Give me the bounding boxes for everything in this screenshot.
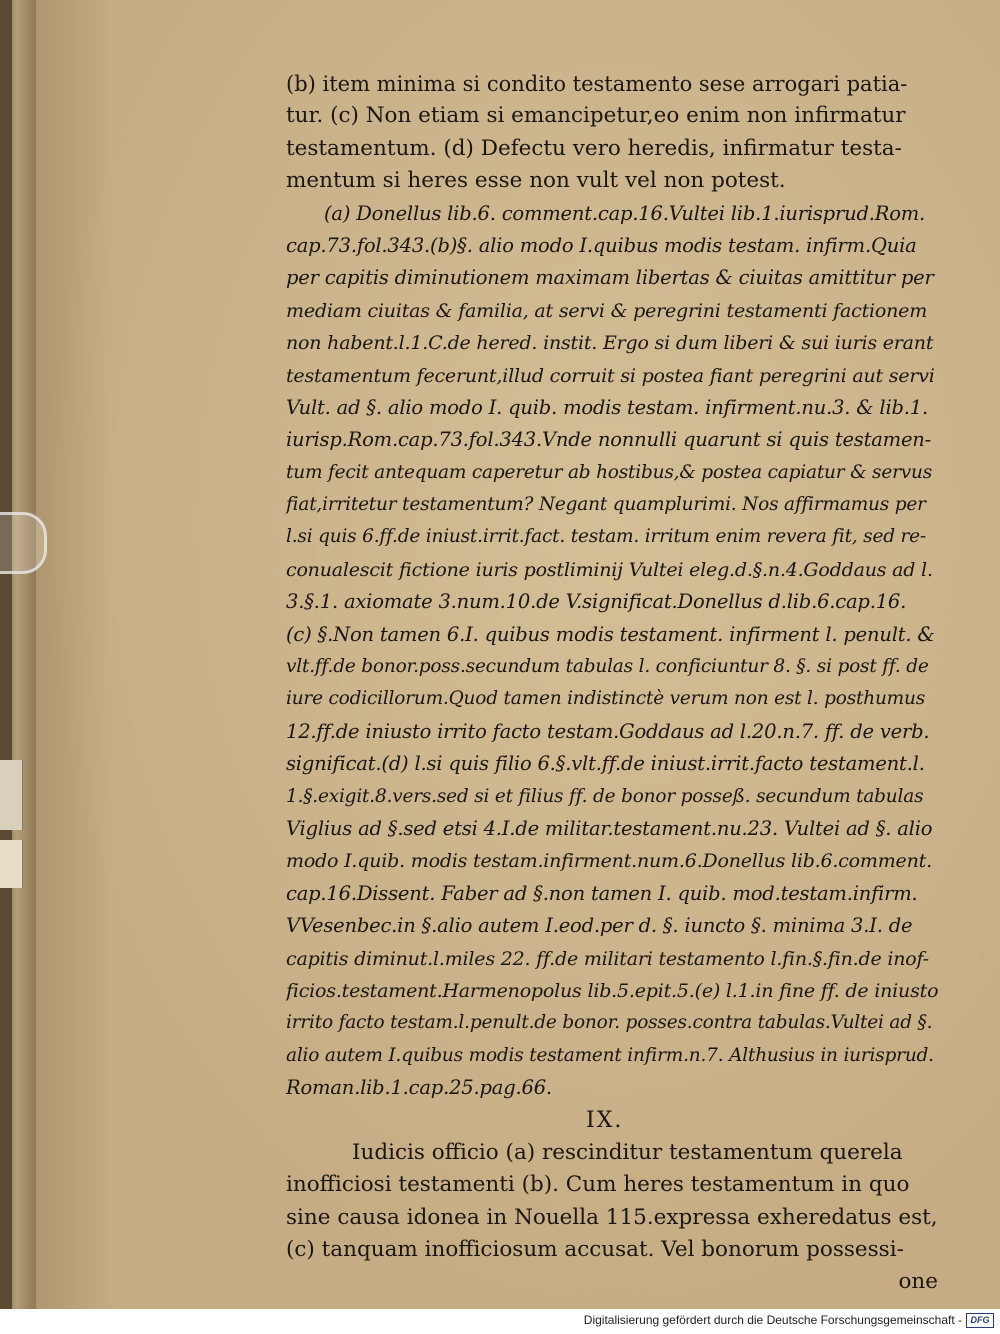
text-line: (b) item minima si condito testamento sese arrogari patia- (286, 72, 908, 96)
footer-bar (0, 1309, 1000, 1334)
note-line: 1.§.exigit.8.vers.sed si et filius ff. de bonor posseß. secundum tabulas (286, 785, 924, 807)
note-line: cap.73.fol.343.(b)§. alio modo I.quibus modis testam. infirm.Quia (286, 233, 917, 257)
note-line: Roman.lib.1.cap.25.pag.66. (286, 1076, 552, 1100)
note-line: Viglius ad §.sed etsi 4.I.de militar.testament.nu.23. Vultei ad §. alio (286, 816, 933, 840)
note-line: ficios.testament.Harmenopolus lib.5.epit.5.(e) l.1.in fine ff. de iniusto (286, 979, 938, 1002)
text-line: sine causa idonea in Nouella 115.expressa exheredatus est, (286, 1204, 938, 1230)
page-clip (0, 512, 47, 574)
note-line: mediam ciuitas & familia, at servi & peregrini testamenti factionem (286, 299, 928, 322)
note-line: non habent.l.1.C.de hered. instit. Ergo si dum liberi & sui iuris erant (286, 332, 934, 355)
note-line: l.si quis 6.ff.de iniust.irrit.fact. testam. irritum enim revera fit, sed re- (286, 526, 926, 548)
note-line: alio autem I.quibus modis testament infirm.n.7. Althusius in iurisprud. (286, 1044, 934, 1066)
dfg-logo-icon: DFG (966, 1313, 994, 1328)
note-line: modo I.quib. modis testam.infirment.num.6.Donellus lib.6.comment. (286, 850, 932, 873)
note-line: tum fecit antequam caperetur ab hostibus,& postea capiatur & servus (286, 461, 932, 483)
note-line: 3.§.1. axiomate 3.num.10.de V.significat.Donellus d.lib.6.cap.16. (286, 590, 907, 614)
note-line: testamentum fecerunt,illud corruit si postea fiant peregrini aut servi (286, 364, 935, 387)
note-line: (a) Donellus lib.6. comment.cap.16.Vultei lib.1.iurisprud.Rom. (324, 201, 926, 225)
text-line: Iudicis officio (a) rescinditur testamentum querela (352, 1139, 903, 1165)
footer-credit: Digitalisierung gefördert durch die Deutsche Forschungsgemeinschaft - (583, 1313, 962, 1327)
note-line: iurisp.Rom.cap.73.fol.343.Vnde nonnulli quarunt si quis testamen- (286, 428, 932, 452)
text-line: inofficiosi testamenti (b). Cum heres testamentum in quo (286, 1172, 910, 1198)
note-line: significat.(d) l.si quis filio 6.§.vlt.ff.de iniust.irrit.facto testament.l. (286, 752, 925, 776)
note-line: irrito facto testam.l.penult.de bonor. posses.contra tabulas.Vultei ad §. (286, 1012, 933, 1034)
section-heading: IX. (586, 1107, 624, 1133)
text-line: mentum si heres esse non vult vel non potest. (286, 168, 786, 194)
note-line: fiat,irritetur testamentum? Negant quamplurimi. Nos affirmamus per (286, 494, 926, 516)
note-line: Vult. ad §. alio modo I. quib. modis testam. infirment.nu.3. & lib.1. (286, 395, 928, 419)
binding-edge (0, 0, 12, 1309)
note-line: capitis diminut.l.miles 22. ff.de militari testamento l.fin.§.fin.de inof- (286, 947, 929, 970)
note-line: conualescit fictione iuris postliminij Vultei eleg.d.§.n.4.Goddaus ad l. (286, 558, 933, 581)
note-line: per capitis diminutionem maximam libertas & ciuitas amittitur per (286, 266, 934, 290)
text-line: (c) tanquam inofficiosum accusat. Vel bonorum possessi- (286, 1237, 904, 1263)
catchword: one (898, 1269, 938, 1295)
note-line: (c) §.Non tamen 6.I. quibus modis testament. infirment l. penult. & (286, 622, 935, 646)
note-line: 12.ff.de iniusto irrito facto testam.Goddaus ad l.20.n.7. ff. de verb. (286, 719, 930, 743)
note-line: cap.16.Dissent. Faber ad §.non tamen I. quib. mod.testam.infirm. (286, 881, 918, 905)
text-line: tur. (c) Non etiam si emancipetur,eo enim non infirmatur (286, 103, 906, 129)
note-line: VVesenbec.in §.alio autem I.eod.per d. §. iuncto §. minima 3.I. de (286, 914, 913, 938)
text-block (286, 68, 938, 1299)
note-line: iure codicillorum.Quod tamen indistinctè verum non est l. posthumus (286, 688, 926, 710)
page-tab-upper (0, 760, 23, 830)
page-tab-lower (0, 840, 23, 888)
text-line: testamentum. (d) Defectu vero heredis, infirmatur testa- (286, 135, 902, 161)
note-line: vlt.ff.de bonor.poss.secundum tabulas l. conficiuntur 8. §. si post ff. de (286, 656, 929, 678)
